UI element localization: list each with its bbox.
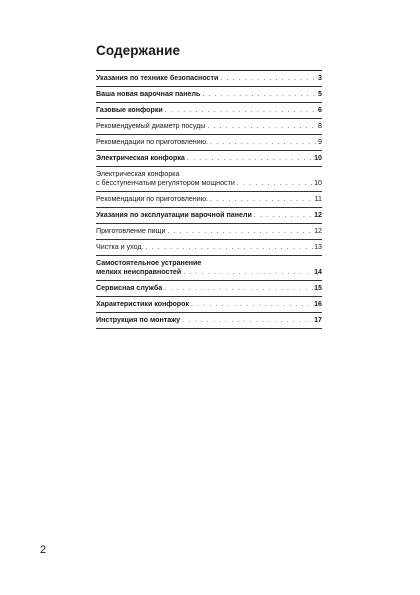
dot-leader [187, 154, 313, 163]
toc-entry-page: 12 [314, 227, 322, 235]
toc-entry[interactable] [96, 87, 322, 103]
toc-entry-page: 6 [318, 106, 322, 114]
toc-entry[interactable] [96, 192, 322, 208]
toc-entry[interactable] [96, 297, 322, 313]
dot-leader [164, 284, 313, 293]
toc-entry-page: 10 [314, 179, 322, 187]
toc-entry[interactable] [96, 167, 322, 192]
toc-entry-page: 15 [314, 284, 322, 292]
dot-leader [254, 211, 313, 220]
dot-leader [237, 179, 313, 188]
toc-entry[interactable] [96, 281, 322, 297]
dot-leader [210, 195, 314, 204]
table-of-contents [96, 70, 322, 329]
toc-entry-page: 11 [314, 195, 322, 203]
toc-entry[interactable] [96, 71, 322, 87]
toc-entry[interactable] [96, 135, 322, 151]
dot-leader [210, 138, 317, 147]
toc-entry-title: мелких неисправностей [96, 268, 182, 276]
toc-entry[interactable] [96, 240, 322, 256]
toc-entry-title: Ваша новая варочная панель [96, 90, 201, 98]
dot-leader [191, 300, 313, 309]
toc-entry-title: Рекомендации по приготовлению. [96, 195, 208, 203]
toc-entry-page: 12 [314, 211, 322, 219]
toc-entry-title: Электрическая конфорка [96, 170, 180, 178]
dot-leader [165, 106, 317, 115]
toc-entry[interactable] [96, 256, 322, 281]
toc-entry-title: Рекомендуемый диаметр посуды [96, 122, 206, 130]
toc-entry-title: Сервисная служба [96, 284, 163, 292]
toc-entry-title: Чистка и уход. [96, 243, 144, 251]
toc-entry[interactable] [96, 208, 322, 224]
toc-entry-title: Электрическая конфорка [96, 154, 185, 162]
toc-entry-title: с бесступенчатым регулятором мощности [96, 179, 235, 187]
dot-leader [146, 243, 314, 252]
dot-leader [202, 90, 317, 99]
dot-leader [182, 316, 313, 325]
toc-entry-title: Газовые конфорки [96, 106, 163, 114]
toc-entry-title: Рекомендации по приготовлению. [96, 138, 208, 146]
toc-entry-title: Приготовление пищи [96, 227, 166, 235]
page-title: Содержание [96, 43, 181, 58]
toc-entry-title: Самостоятельное устранение [96, 259, 202, 267]
toc-entry-page: 14 [314, 268, 322, 276]
toc-entry[interactable] [96, 103, 322, 119]
toc-entry-page: 8 [318, 122, 322, 130]
dot-leader [220, 74, 317, 83]
toc-entry-title: Указания по эксплуатации варочной панели [96, 211, 252, 219]
toc-entry-page: 10 [314, 154, 322, 162]
toc-entry-page: 16 [314, 300, 322, 308]
toc-entry-page: 13 [314, 243, 322, 251]
toc-entry-page: 9 [318, 138, 322, 146]
toc-entry[interactable] [96, 224, 322, 240]
dot-leader [183, 268, 313, 277]
toc-entry-page: 5 [318, 90, 322, 98]
page-number: 2 [40, 544, 47, 556]
toc-entry-title: Инструкция по монтажу [96, 316, 181, 324]
toc-entry-page: 3 [318, 74, 322, 82]
toc-entry[interactable] [96, 151, 322, 167]
toc-entry[interactable] [96, 313, 322, 329]
dot-leader [207, 122, 317, 131]
toc-entry-page: 17 [314, 316, 322, 324]
dot-leader [167, 227, 313, 236]
toc-entry[interactable] [96, 119, 322, 135]
toc-entry-title: Характеристики конфорок [96, 300, 190, 308]
toc-entry-title: Указания по технике безопасности [96, 74, 219, 82]
